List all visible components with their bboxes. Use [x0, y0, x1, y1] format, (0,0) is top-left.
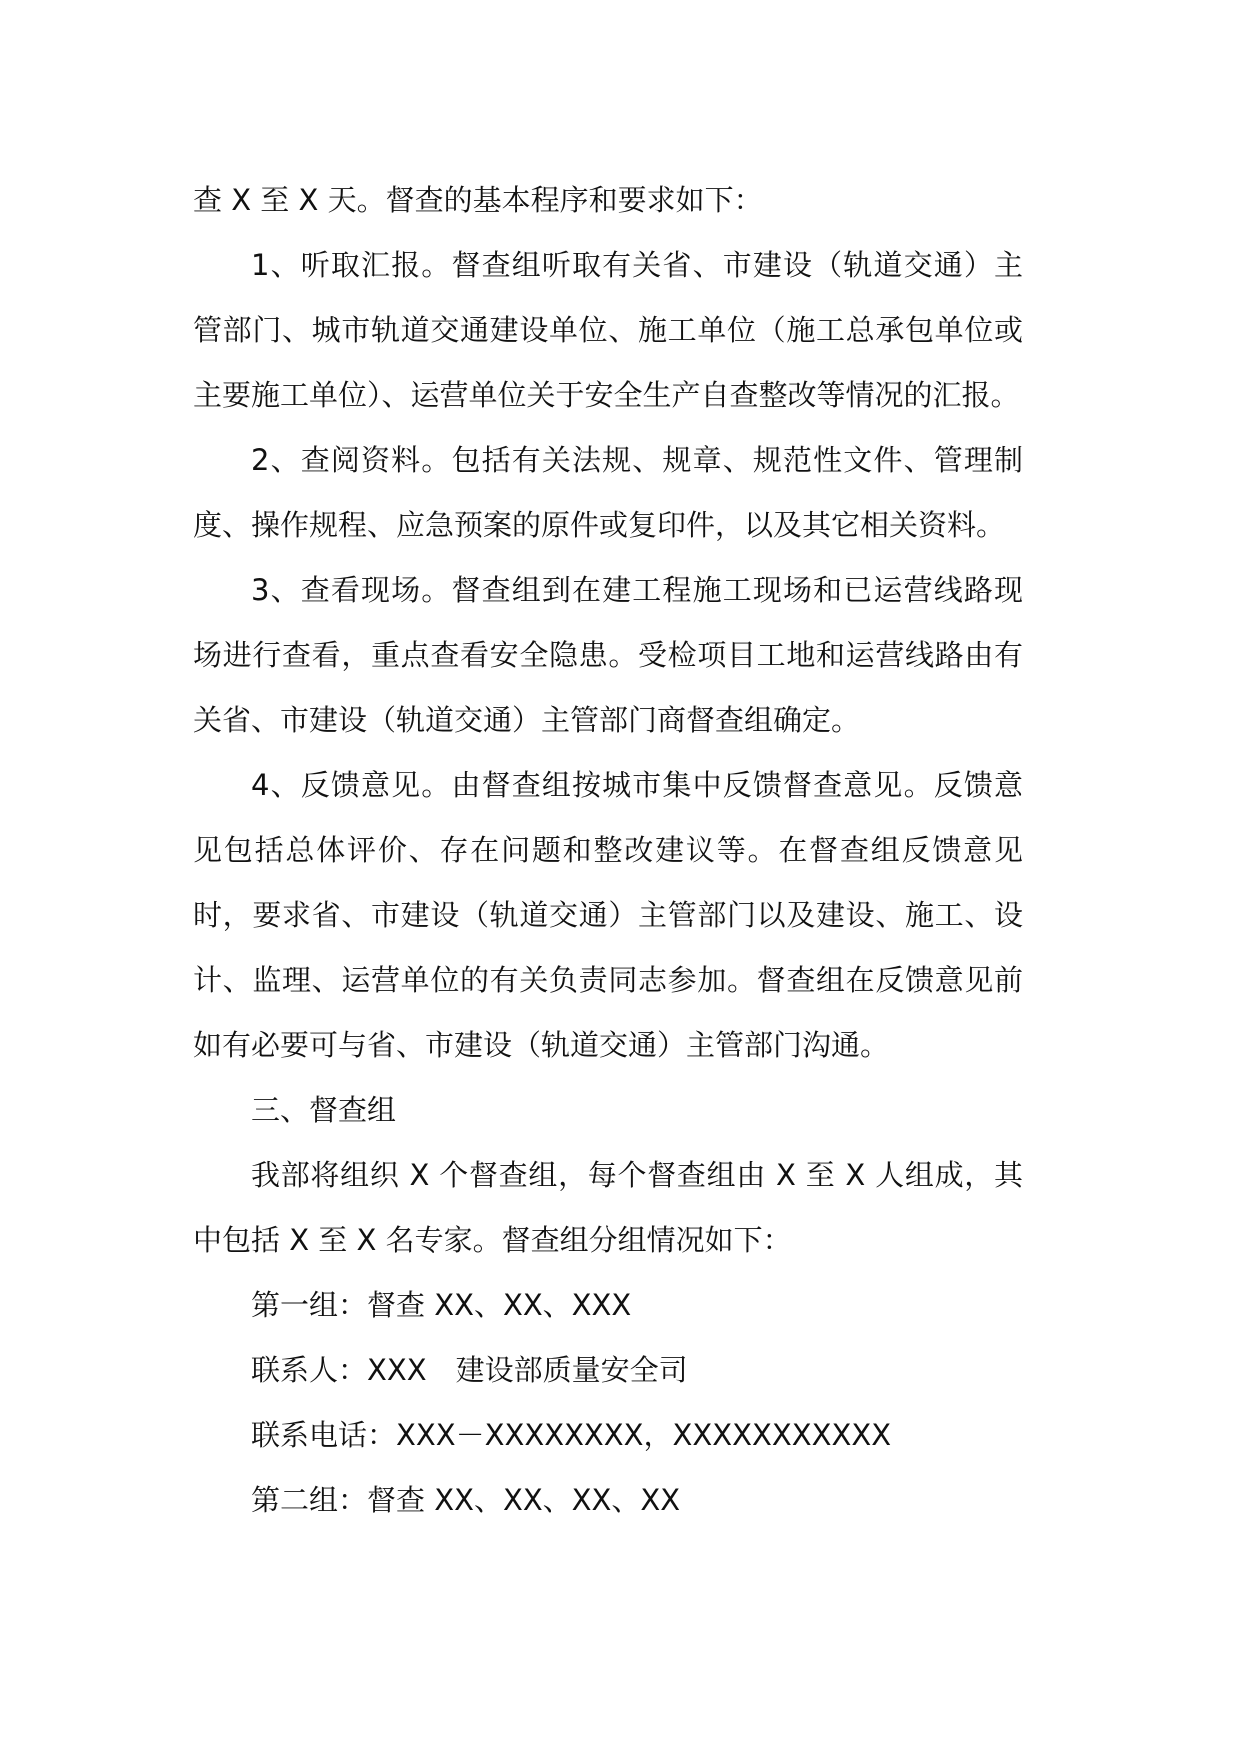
paragraph-3: 2、查阅资料。包括有关法规、规章、规范性文件、管理制度、操作规程、应急预案的原件或复印件，以及其它相关资料。 [193, 443, 1023, 542]
paragraph-7: 我部将组织 X 个督查组，每个督查组由 X 至 X 人组成，其中包括 X 至 X 名专家。督查组分组情况如下： [193, 1158, 1023, 1257]
paragraph-1: 查 X 至 X 天。督查的基本程序和要求如下： [193, 183, 763, 217]
group-two-line: 第二组：督查 XX、XX、XX、XX [251, 1483, 681, 1517]
paragraph-4: 3、查看现场。督查组到在建工程施工现场和已运营线路现场进行查看，重点查看安全隐患。受检项目工地和运营线路由有关省、市建设（轨道交通）主管部门商督查组确定。 [193, 573, 1023, 737]
contact-person-line: 联系人：XXX 建设部质量安全司 [251, 1353, 688, 1387]
paragraph-5: 4、反馈意见。由督查组按城市集中反馈督查意见。反馈意见包括总体评价、存在问题和整改建议等。在督查组反馈意见时，要求省、市建设（轨道交通）主管部门以及建设、施工、设计、监理、运营单位的有关负责同志参加。督查组在反馈意见前如有必要可与省、市建设（轨道交通）主管部门沟通。 [193, 768, 1023, 1062]
document-body [193, 168, 1023, 1533]
paragraph-2: 1、听取汇报。督查组听取有关省、市建设（轨道交通）主管部门、城市轨道交通建设单位、施工单位（施工总承包单位或主要施工单位）、运营单位关于安全生产自查整改等情况的汇报。 [193, 248, 1023, 412]
contact-phone-line: 联系电话：XXX－XXXXXXXX，XXXXXXXXXXX [251, 1418, 892, 1452]
group-one-line: 第一组：督查 XX、XX、XXX [251, 1288, 632, 1322]
section-heading: 三、督查组 [251, 1093, 397, 1127]
